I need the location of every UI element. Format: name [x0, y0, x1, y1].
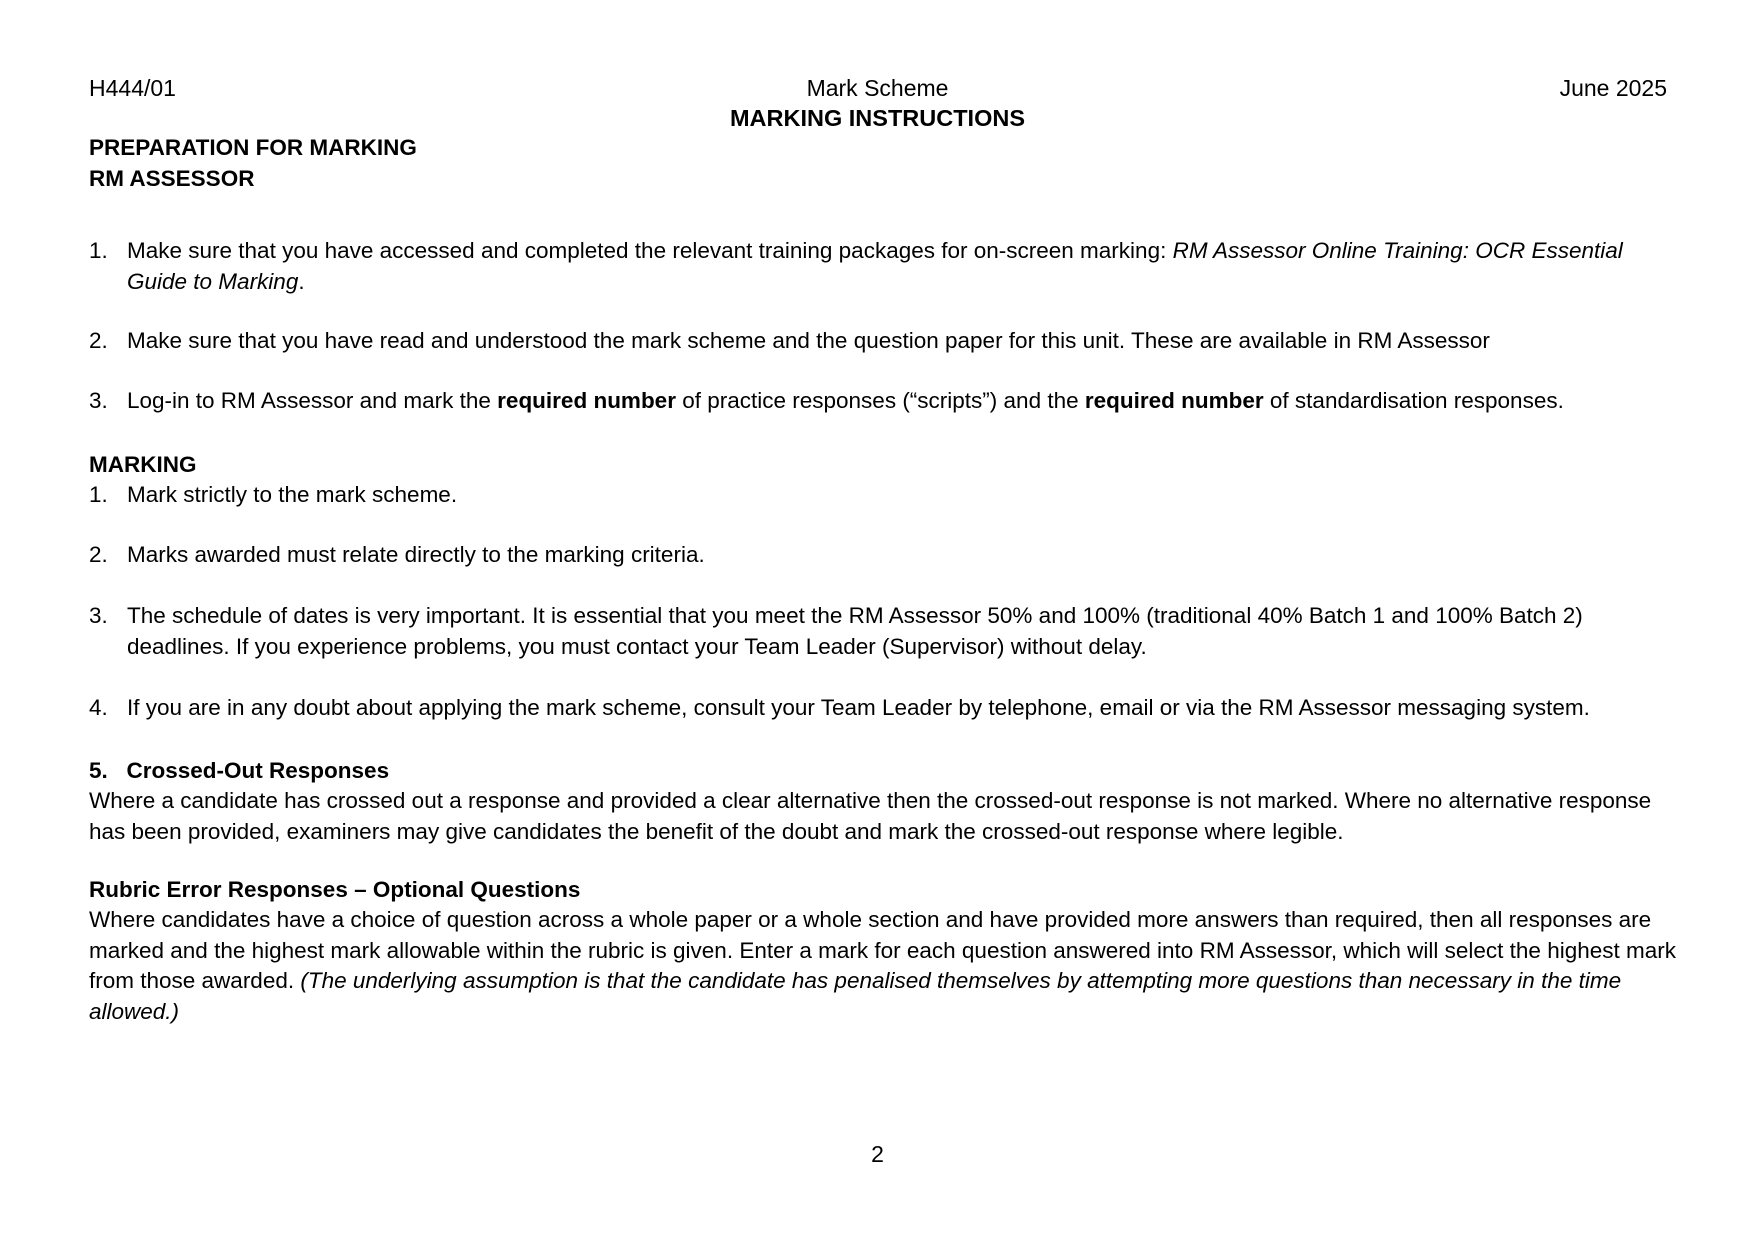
paper-code: H444/01 [89, 75, 176, 101]
rubric-paragraph [89, 905, 1679, 1027]
marking-item-1 [89, 480, 1679, 511]
rubric-note: (The underlying assumption is that the candidate has penalised themselves by attempting more questions than necessary in the time allowed.) [89, 968, 1622, 1024]
item-text: If you are in any doubt about applying the mark scheme, consult your Team Leader by telephone, email or via the RM Assessor messaging system. [127, 695, 1590, 720]
rubric-text: Where candidates have a choice of question across a whole paper or a whole section and have provided more answers than required, then all responses are marked and the highest mark allowable within the rubric is given. Enter a mark for each question answered into RM Assessor, which will select the highest mark from those awarded. [89, 907, 1676, 993]
marking-heading: MARKING [89, 452, 197, 477]
item-text: Marks awarded must relate directly to the marking criteria. [127, 542, 705, 567]
list-number: 3. [89, 603, 108, 628]
item-text: Log-in to RM Assessor and mark the [127, 388, 498, 413]
header-date: June 2025 [1559, 75, 1667, 101]
list-number: 1. [89, 238, 108, 263]
item-text: The schedule of dates is very important. It is essential that you meet the RM Assessor 50% and 100% (traditional 40% Batch 1 and 100% Batch 2) deadlines. If you experience problems, you must contact your Team Leader (Supervisor) without delay. [127, 603, 1583, 659]
item-text: of practice responses (“scripts”) and the [675, 388, 1085, 413]
header-center: Mark Scheme [806, 75, 949, 101]
item-text: of standardisation responses. [1263, 388, 1564, 413]
preparation-item-2 [89, 326, 1679, 357]
item-text: Make sure that you have accessed and completed the relevant training packages for on-screen marking: [127, 238, 1173, 263]
rm-assessor-heading: RM ASSESSOR [89, 166, 255, 191]
page-title: MARKING INSTRUCTIONS [729, 105, 1026, 131]
preparation-heading: PREPARATION FOR MARKING [89, 135, 417, 160]
list-number: 2. [89, 542, 108, 567]
list-number: 4. [89, 695, 108, 720]
list-number: 2. [89, 328, 108, 353]
list-number: 3. [89, 388, 108, 413]
crossed-out-text: Where a candidate has crossed out a response and provided a clear alternative then the crossed-out response is not marked. Where no alternative response has been provided, examiners may give candidates the benefit of the doubt and mark the crossed-out response where legible. [89, 788, 1652, 844]
emphasis: required number [1084, 388, 1264, 413]
emphasis: required number [497, 388, 676, 413]
preparation-item-1 [89, 236, 1679, 297]
training-title: RM Assessor Online Training: OCR Essential Guide to Marking [127, 238, 1623, 294]
marking-item-2 [89, 540, 1679, 571]
preparation-item-3 [89, 386, 1679, 417]
item-text: Mark strictly to the mark scheme. [127, 482, 458, 507]
marking-item-3 [89, 601, 1679, 662]
item-tail: . [298, 268, 305, 294]
list-number: 1. [89, 482, 108, 507]
marking-item-4 [89, 693, 1679, 724]
rubric-heading: Rubric Error Responses – Optional Questions [89, 877, 581, 902]
crossed-out-heading: 5. Crossed-Out Responses [89, 758, 390, 783]
page-number: 2 [871, 1141, 884, 1167]
item-text: Make sure that you have read and understood the mark scheme and the question paper for this unit. These are available in RM Assessor [127, 328, 1490, 353]
